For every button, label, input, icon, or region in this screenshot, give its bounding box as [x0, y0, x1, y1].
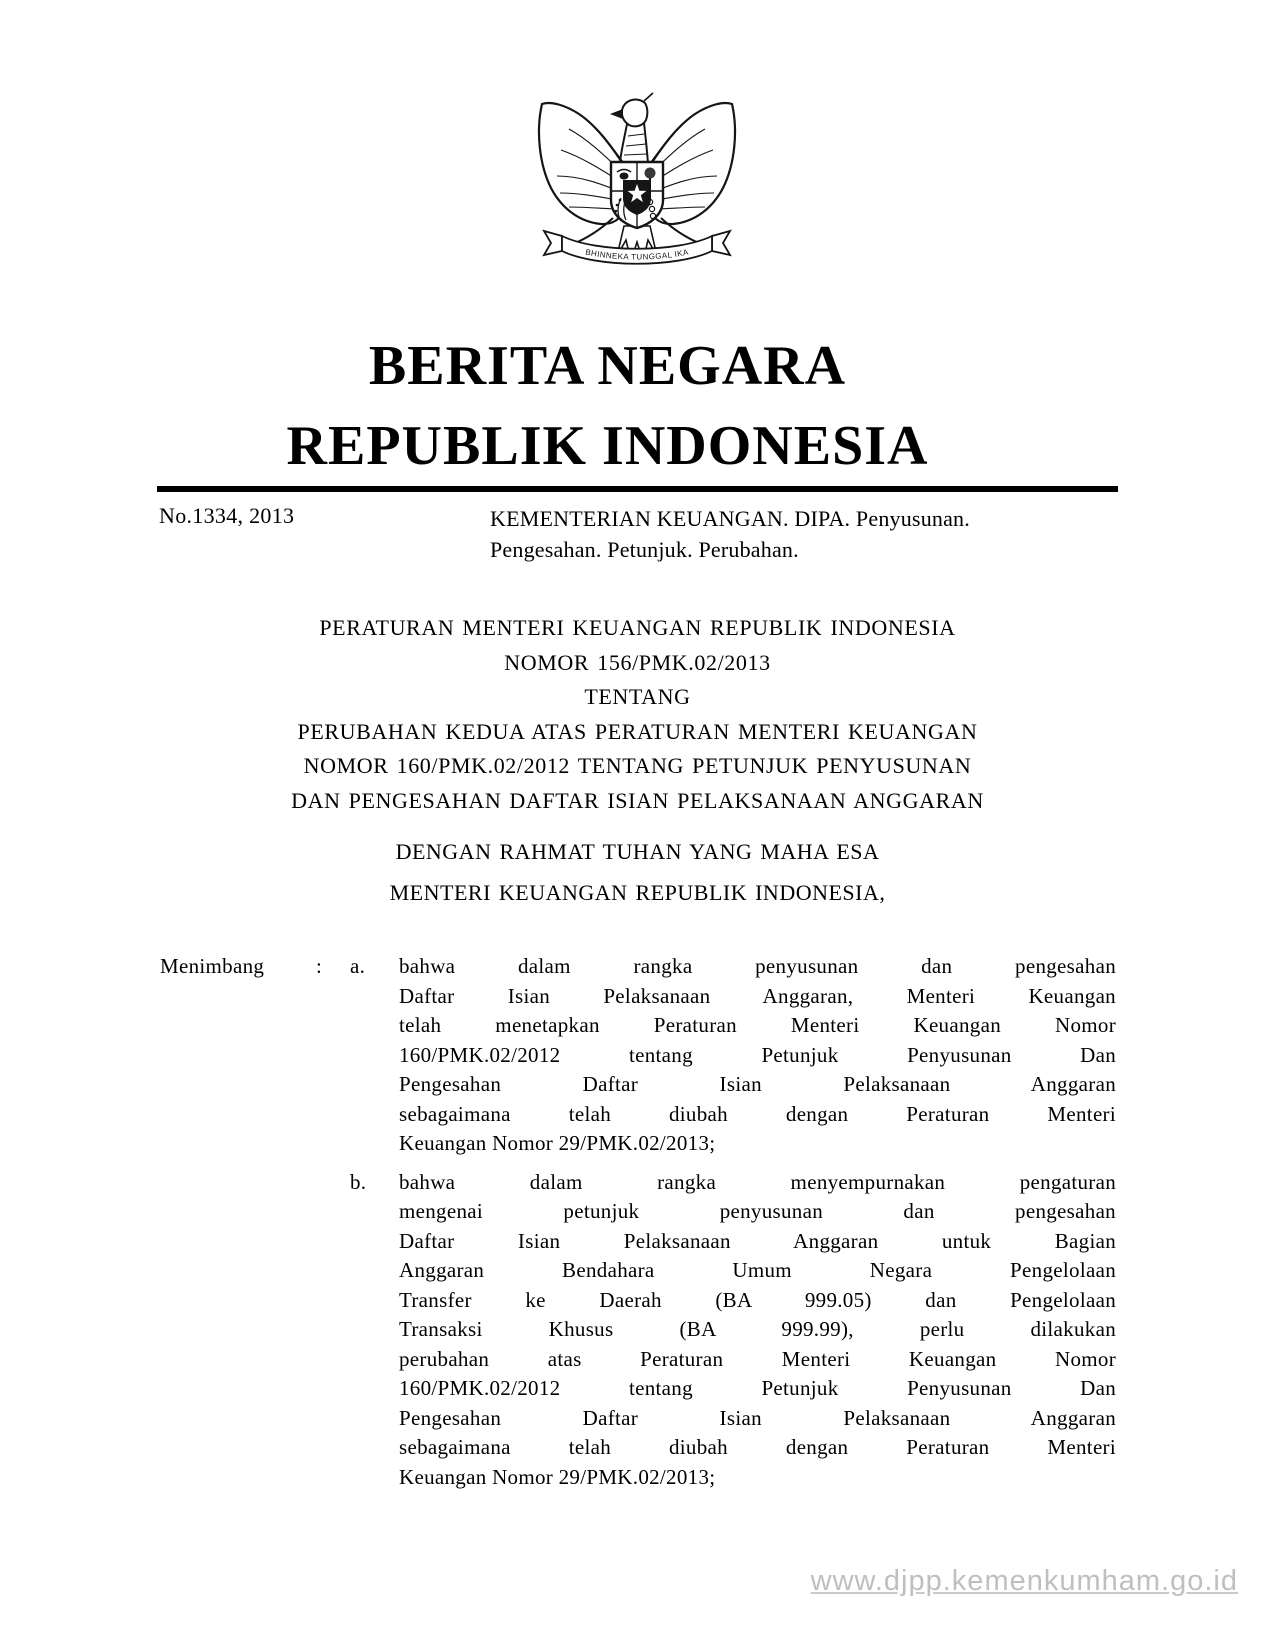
garuda-pancasila-emblem [527, 88, 747, 278]
gazette-title-line1: BERITA NEGARA [368, 335, 847, 397]
text-line: Keuangan Nomor 29/PMK.02/2013; [399, 1131, 716, 1155]
text-line: Daftar Isian Pelaksanaan Anggaran untuk Bagian [399, 1228, 1116, 1253]
item-marker: b. [350, 1169, 367, 1194]
text-line: 160/PMK.02/2012 tentang Petunjuk Penyusunan Dan [399, 1042, 1116, 1067]
motto-text: BHINNEKA TUNGGAL IKA [584, 247, 690, 262]
text-line: Transaksi Khusus (BA 999.99), perlu dilakukan [399, 1317, 1116, 1341]
considerations-label: Menimbang [160, 954, 265, 978]
text-line: bahwa dalam rangka menyempurnakan pengaturan [399, 1169, 1116, 1194]
text-line: DAN PENGESAHAN DAFTAR ISIAN PELAKSANAAN ANGGARAN [291, 787, 984, 813]
subject-line: KEMENTERIAN KEUANGAN. DIPA. Penyusunan. [490, 506, 970, 531]
considerations-separator: : [316, 954, 323, 978]
text-line: mengenai petunjuk penyusunan dan pengesahan [399, 1199, 1116, 1223]
regulation-heading [0, 611, 1275, 818]
text-line: TENTANG [584, 684, 691, 709]
text-line: Anggaran Bendahara Umum Negara Pengelolaan [399, 1258, 1116, 1282]
text-line: bahwa dalam rangka penyusunan dan pengesahan [399, 954, 1116, 978]
text-line: PERUBAHAN KEDUA ATAS PERATURAN MENTERI KEUANGAN [297, 718, 978, 744]
text-line: telah menetapkan Peraturan Menteri Keuangan Nomor [399, 1013, 1116, 1037]
consideration-item-b [350, 1168, 1116, 1493]
text-line: PERATURAN MENTERI KEUANGAN REPUBLIK INDONESIA [319, 615, 956, 640]
invocation-line: DENGAN RAHMAT TUHAN YANG MAHA ESA [395, 839, 880, 864]
item-marker: a. [350, 954, 366, 978]
masthead-divider [157, 486, 1118, 492]
text-line: Pengesahan Daftar Isian Pelaksanaan Anggaran [399, 1072, 1116, 1096]
issue-number: No.1334, 2013 [159, 503, 295, 528]
text-line: Transfer ke Daerah (BA 999.05) dan Pengelolaan [399, 1287, 1116, 1312]
text-line: sebagaimana telah diubah dengan Peraturan Menteri [399, 1101, 1116, 1126]
subject-line: Pengesahan. Petunjuk. Perubahan. [490, 537, 799, 562]
text-line: perubahan atas Peraturan Menteri Keuangan Nomor [399, 1346, 1116, 1371]
considerations-section [160, 952, 1116, 1492]
garuda-pancasila-icon [527, 88, 747, 278]
text-line: Keuangan Nomor 29/PMK.02/2013; [399, 1464, 716, 1489]
authority-line: MENTERI KEUANGAN REPUBLIK INDONESIA, [389, 880, 886, 905]
text-line: Daftar Isian Pelaksanaan Anggaran, Menteri Keuangan [399, 983, 1116, 1008]
consideration-item-a [350, 952, 1116, 1159]
text-line: sebagaimana telah diubah dengan Peraturan Menteri [399, 1435, 1116, 1459]
pancasila-shield [611, 162, 663, 228]
text-line: Pengesahan Daftar Isian Pelaksanaan Anggaran [399, 1405, 1116, 1430]
text-line: NOMOR 160/PMK.02/2012 TENTANG PETUNJUK PENYUSUNAN [303, 753, 972, 778]
watermark-url: www.djpp.kemenkumham.go.id [810, 1565, 1238, 1597]
item-text [399, 952, 1116, 1159]
text-line: 160/PMK.02/2012 tentang Petunjuk Penyusunan Dan [399, 1376, 1116, 1400]
gazette-title-line2: REPUBLIK INDONESIA [286, 415, 929, 477]
item-text [399, 1168, 1116, 1493]
subject-abstract [490, 503, 970, 565]
text-line: NOMOR 156/PMK.02/2013 [504, 649, 771, 675]
